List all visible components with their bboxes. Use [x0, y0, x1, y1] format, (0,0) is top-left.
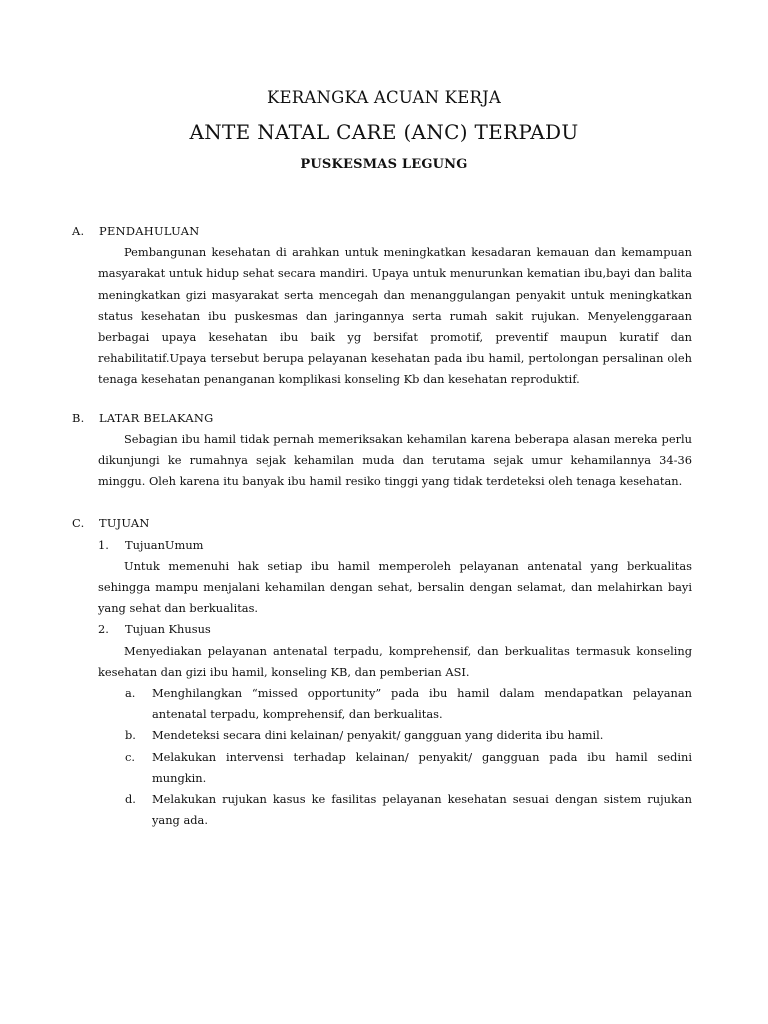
tujuan-item-2-label: Tujuan Khusus: [125, 622, 211, 637]
section-a-letter: A.: [72, 224, 85, 238]
section-b-title: LATAR BELAKANG: [99, 410, 214, 425]
document-title-line1: KERANGKA ACUAN KERJA: [266, 88, 501, 107]
section-a-heading: [72, 221, 692, 242]
section-b-heading: [72, 408, 692, 429]
list-item-text: Melakukan intervensi terhadap kelainan/ penyakit/ gangguan pada ibu hamil sedini mungkin.: [152, 749, 692, 785]
list-item-letter: c.: [125, 749, 136, 764]
section-c-letter: C.: [72, 516, 85, 531]
tujuan-item-2-paragraph: Menyediakan pelayanan antenatal terpadu, komprehensif, dan berkualitas termasuk konseling kesehatan dan gizi ibu hamil, konseling KB, dan pemberian ASI.: [98, 643, 692, 679]
section-b-paragraph: Sebagian ibu hamil tidak pernah memeriksakan kehamilan karena beberapa alasan mereka perlu dikunjungi ke rumahnya sejak kehamilan muda dan terutama sejak umur kehamilannya 34-36 minggu. Oleh karena itu banyak ibu hamil resiko tinggi yang tidak terdeteksi oleh tenaga kesehatan.: [98, 431, 692, 489]
tujuan-item-1-paragraph: Untuk memenuhi hak setiap ibu hamil memperoleh pelayanan antenatal yang berkualitas sehingga mampu menjalani kehamilan dengan sehat, bersalin dengan selamat, dan melahirkan bayi yang sehat dan berkualitas.: [98, 558, 692, 616]
tujuan-item-1: [98, 535, 692, 556]
list-item: [125, 683, 692, 725]
list-item: [125, 725, 692, 746]
document-title-line3: PUSKESMAS LEGUNG: [300, 157, 468, 172]
section-c-heading: [72, 513, 692, 534]
document-title-line2: ANTE NATAL CARE (ANC) TERPADU: [189, 120, 579, 144]
list-item-letter: d.: [125, 792, 136, 807]
section-c-title: TUJUAN: [99, 516, 150, 531]
section-a-title: PENDAHULUAN: [99, 224, 200, 238]
list-item-text: Mendeteksi secara dini kelainan/ penyakit/ gangguan yang diderita ibu hamil.: [152, 728, 604, 743]
document-body: [72, 221, 692, 831]
section-a-paragraph: Pembangunan kesehatan di arahkan untuk meningkatkan kesadaran kemauan dan kemampuan masyarakat untuk hidup sehat secara mandiri. Upaya untuk menurunkan kematian ibu,bayi dan balita meningkatkan gizi masyarakat serta mencegah dan menanggulangan penyakit untuk meningkatkan status kesehatan ibu puskesmas dan jaringannya serta rumah sakit rujukan. Menyelenggaraan berbagai upaya kesehatan ibu baik yg bersifat promotif, preventif maupun kuratif dan rehabilitatif.Upaya tersebut berupa pelayanan kesehatan pada ibu hamil, pertolongan persalinan oleh tenaga kesehatan penanganan komplikasi konseling Kb dan kesehatan reproduktif.: [98, 245, 692, 387]
list-item-letter: b.: [125, 728, 136, 743]
list-item-text: Melakukan rujukan kasus ke fasilitas pelayanan kesehatan sesuai dengan sistem rujukan yang ada.: [152, 792, 692, 828]
tujuan-item-2-number: 2.: [98, 622, 109, 637]
section-b-letter: B.: [72, 410, 85, 425]
list-item: [125, 789, 692, 831]
tujuan-item-1-label: TujuanUmum: [125, 537, 204, 552]
tujuan-item-2: [98, 619, 692, 640]
list-item: [125, 747, 692, 789]
list-item-text: Menghilangkan “missed opportunity” pada ibu hamil dalam mendapatkan pelayanan antenatal terpadu, komprehensif, dan berkualitas.: [152, 686, 692, 722]
tujuan-item-1-number: 1.: [98, 537, 109, 552]
list-item-letter: a.: [125, 686, 136, 701]
